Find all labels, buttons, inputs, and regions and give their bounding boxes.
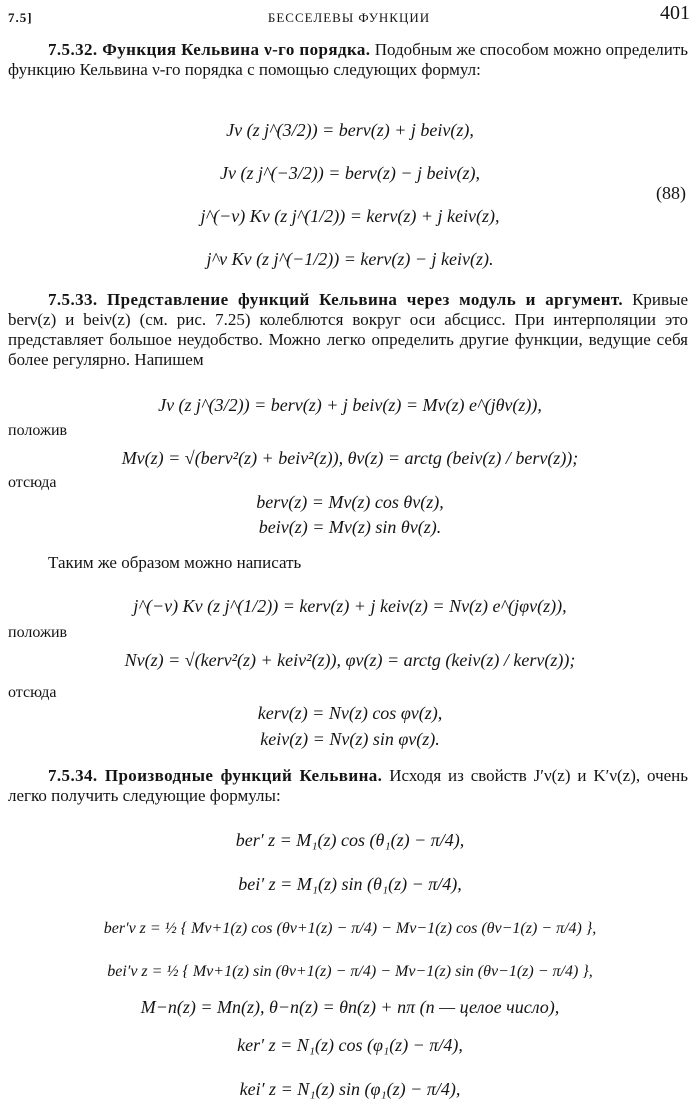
derivative-eq-4: bei′ν z = ½ { Mν+1(z) sin (θν+1(z) − π/4) − Mν−1(z) sin (θν−1(z) − π/4) }, — [107, 963, 593, 980]
label-otsyuda-1: отсюда — [8, 474, 57, 491]
page-number: 401 — [660, 2, 690, 24]
kelvin-eq-2: Jν (z j^(−3/2)) = berν(z) − j beiν(z), — [220, 163, 480, 183]
kelvin-eq-3: j^(−ν) Kν (z j^(1/2)) = kerν(z) + j keiν(z), — [200, 206, 500, 226]
equation-number: (88) — [656, 183, 686, 203]
kelvin-eq-4: j^ν Kν (z j^(−1/2)) = kerν(z) − j keiν(z). — [206, 249, 494, 269]
derivative-eq-2: bei′ z = M₁(z) sin (θ₁(z) − π/4), — [238, 874, 462, 894]
modulus-arg-eq-h: keiν(z) = Nν(z) sin φν(z). — [260, 729, 440, 749]
derivative-eq-5: M−n(z) = Mn(z), θ−n(z) = θn(z) + nπ (n — целое число), — [140, 997, 560, 1017]
kelvin-eq-1: Jν (z j^(3/2)) = berν(z) + j beiν(z), — [226, 120, 474, 140]
derivative-eq-3: ber′ν z = ½ { Mν+1(z) cos (θν+1(z) − π/4) − Mν−1(z) cos (θν−1(z) − π/4) }, — [103, 920, 597, 937]
section-ref: 7.5] — [8, 10, 33, 25]
label-polozhiv-2: положив — [8, 624, 68, 641]
section-7533-text: Кривые berν(z) и beiν(z) (см. рис. 7.25) колеблются вокруг оси абсцисс. При интерполяции это представляет большое неудобство. Можно легко определить другие функции, ведущие себя более регулярно. Напишем — [8, 290, 688, 369]
modulus-arg-eq-a: Jν (z j^(3/2)) = berν(z) + j beiν(z) = Mν(z) e^(jθν(z)), — [158, 395, 542, 415]
section-7532-paragraph — [8, 40, 688, 80]
modulus-arg-eq-d: beiν(z) = Mν(z) sin θν(z). — [258, 517, 442, 537]
section-7534-paragraph — [8, 766, 688, 806]
modulus-arg-eq-b: Mν(z) = √(berν²(z) + beiν²(z)), θν(z) = arctg (beiν(z) / berν(z)); — [121, 448, 579, 468]
page-header — [8, 4, 690, 30]
running-title: БЕССЕЛЕВЫ ФУНКЦИИ — [267, 10, 431, 25]
section-7534-heading: 7.5.34. Производные функций Кельвина. — [48, 766, 383, 785]
section-7533-heading: 7.5.33. Представление функций Кельвина через модуль и аргумент. — [48, 290, 624, 309]
modulus-arg-eq-e: j^(−ν) Kν (z j^(1/2)) = kerν(z) + j keiν(z) = Nν(z) e^(jφν(z)), — [133, 596, 567, 616]
modulus-arg-eq-g: kerν(z) = Nν(z) cos φν(z), — [257, 703, 443, 723]
section-7534-text: Исходя из свойств J′ν(z) и K′ν(z), очень легко получить следующие формулы: — [8, 766, 689, 805]
section-7532-text: Подобным же способом можно определить функцию Кельвина ν-го порядка с помощью следующих формул: — [8, 40, 688, 79]
modulus-arg-eq-f: Nν(z) = √(kerν²(z) + keiν²(z)), φν(z) = arctg (keiν(z) / kerν(z)); — [124, 650, 576, 670]
section-7533-paragraph — [8, 290, 688, 370]
derivative-eq-6: ker′ z = N₁(z) cos (φ₁(z) − π/4), — [237, 1035, 463, 1055]
label-otsyuda-2: отсюда — [8, 684, 57, 701]
modulus-arg-eq-c: berν(z) = Mν(z) cos θν(z), — [256, 492, 444, 512]
section-7532-heading: 7.5.32. Функция Кельвина ν-го порядка. — [48, 40, 371, 59]
derivative-eq-7: kei′ z = N₁(z) sin (φ₁(z) − π/4), — [239, 1079, 461, 1099]
label-polozhiv-1: положив — [8, 422, 68, 439]
derivative-eq-1: ber′ z = M₁(z) cos (θ₁(z) − π/4), — [235, 830, 465, 850]
section-7533-text2: Таким же образом можно написать — [48, 553, 302, 572]
